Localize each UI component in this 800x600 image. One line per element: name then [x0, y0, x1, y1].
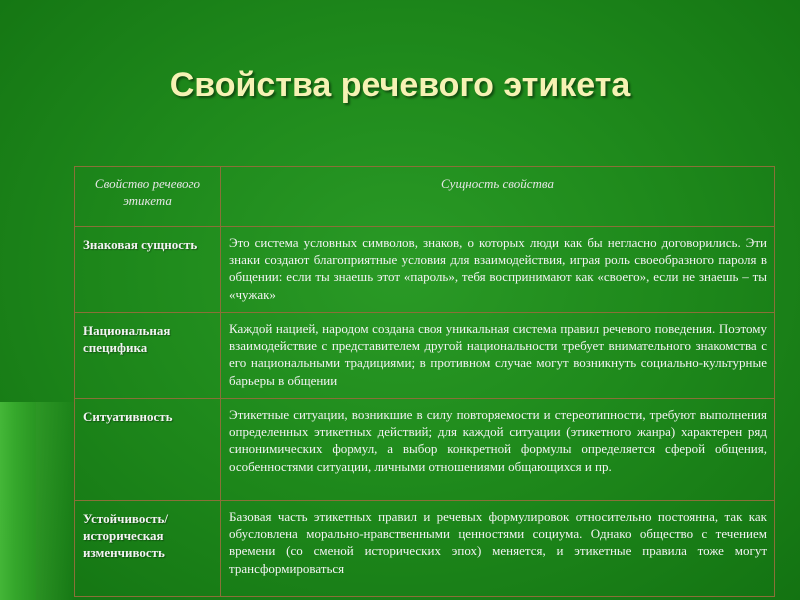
property-name: Национальная специфика — [75, 313, 221, 399]
property-name: Устойчивость/ историческая изменчивость — [75, 501, 221, 597]
property-essence: Базовая часть этикетных правил и речевых формулировок относительно постоянна, так как обусловлена морально-нравственными ценностями социума. Однако общество с течением времени (со сменой исторических эпох) меняется, и этикетные правила тоже могут трансформироваться — [221, 501, 775, 597]
property-name: Ситуативность — [75, 399, 221, 501]
property-name: Знаковая сущность — [75, 227, 221, 313]
property-essence: Этикетные ситуации, возникшие в силу повторяемости и стереотипности, требуют выполнения определенных этикетных действий; для каждой ситуации (этикетного жанра) характерен ряд синонимических формул, а выбор конкретной формулы определяется сферой общения, особенностями ситуации, личными отношениями общающихся и пр. — [221, 399, 775, 501]
header-property: Свойство речевого этикета — [75, 167, 221, 227]
property-essence: Каждой нацией, народом создана своя уникальная система правил речевого поведения. Поэтому взаимодействие с представителем другой национальности требует внимательного знакомства с его национальными традициями; в противном случае могут возникнуть социально-культурные барьеры в общении — [221, 313, 775, 399]
header-essence: Сущность свойства — [221, 167, 775, 227]
decorative-strip — [0, 402, 36, 600]
properties-table — [74, 166, 775, 597]
decorative-strip-fade — [36, 402, 76, 600]
table-header-row — [75, 167, 775, 227]
table-row — [75, 227, 775, 313]
slide-title: Свойства речевого этикета — [169, 66, 631, 104]
table-row — [75, 313, 775, 399]
table-row — [75, 501, 775, 597]
table-row — [75, 399, 775, 501]
property-essence: Это система условных символов, знаков, о которых люди как бы негласно договорились. Эти знаки создают благоприятные условия для взаимодействия, играя роль своеобразного пароля в общении: если ты знаешь этот «пароль», тебя воспринимают как «своего», если не знаешь – ты «чужак» — [221, 227, 775, 313]
